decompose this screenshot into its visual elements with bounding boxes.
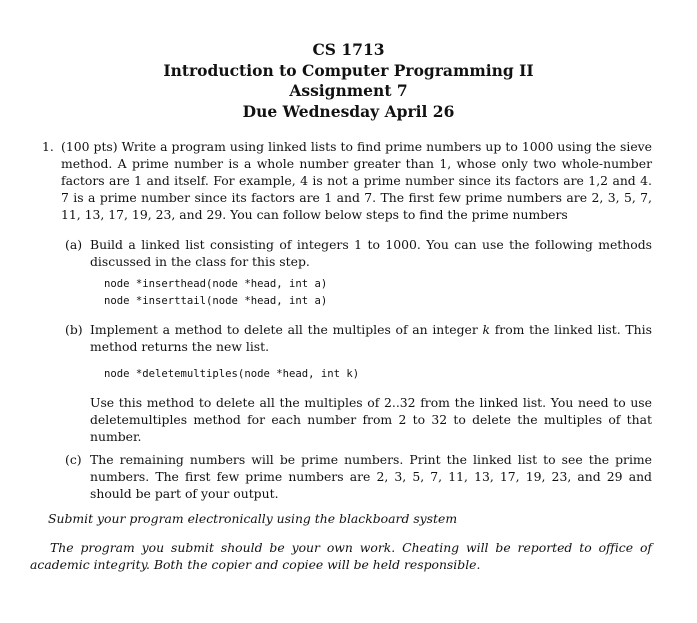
part-b xyxy=(65,321,652,445)
course-title: Introduction to Computer Programming II xyxy=(163,60,534,80)
part-c-label: (c) xyxy=(65,452,82,467)
part-b-text xyxy=(90,321,652,355)
part-b-text-end: from the linked list. This method returns the new list. xyxy=(90,322,652,354)
document-header xyxy=(0,40,697,122)
problem-1 xyxy=(42,138,652,502)
problem-number: 1. xyxy=(42,139,54,154)
variable-k: k xyxy=(482,322,490,337)
part-b-label: (b) xyxy=(65,322,83,337)
part-b-text-start: Implement a method to delete all the multiples of an integer xyxy=(90,322,483,337)
integrity-note: The program you submit should be your own work. Cheating will be reported to office of academic integrity. Both the copier and copiee will be held responsible. xyxy=(30,540,652,572)
due-date: Due Wednesday April 26 xyxy=(242,101,455,121)
submission-note: Submit your program electronically using the blackboard system xyxy=(48,511,458,526)
part-b-followup: Use this method to delete all the multiples of 2..32 from the linked list. You need to use deletemultiples method for each number from 2 to 32 to delete the multiples of that number. xyxy=(90,395,652,444)
part-a-text: Build a linked list consisting of integers 1 to 1000. You can use the following methods discussed in the class for this step. xyxy=(90,237,652,269)
course-code: CS 1713 xyxy=(312,40,385,59)
part-a xyxy=(65,236,652,310)
part-c xyxy=(65,451,652,502)
part-c-text: The remaining numbers will be prime numbers. Print the linked list to see the prime numbers. The first few prime numbers are 2, 3, 5, 7, 11, 13, 17, 19, 23, and 29 and should be part of your output. xyxy=(90,452,652,501)
code-inserthead: node *inserthead(node *head, int a) xyxy=(104,278,328,290)
part-a-label: (a) xyxy=(65,237,83,252)
code-deletemultiples: node *deletemultiples(node *head, int k) xyxy=(104,368,360,380)
assignment-title: Assignment 7 xyxy=(289,81,408,100)
code-inserttail: node *inserttail(node *head, int a) xyxy=(104,295,328,307)
problem-intro: (100 pts) Write a program using linked lists to find prime numbers up to 1000 using the sieve method. A prime number is a whole number greater than 1, whose only two whole-number factors are 1 and itself. For example, 4 is not a prime number since its factors are 1,2 and 4. 7 is a prime number since its factors are 1 and 7. The first few prime numbers are 2, 3, 5, 7, 11, 13, 17, 19, 23, and 29. You can follow below steps to find the prime numbers xyxy=(61,139,652,222)
